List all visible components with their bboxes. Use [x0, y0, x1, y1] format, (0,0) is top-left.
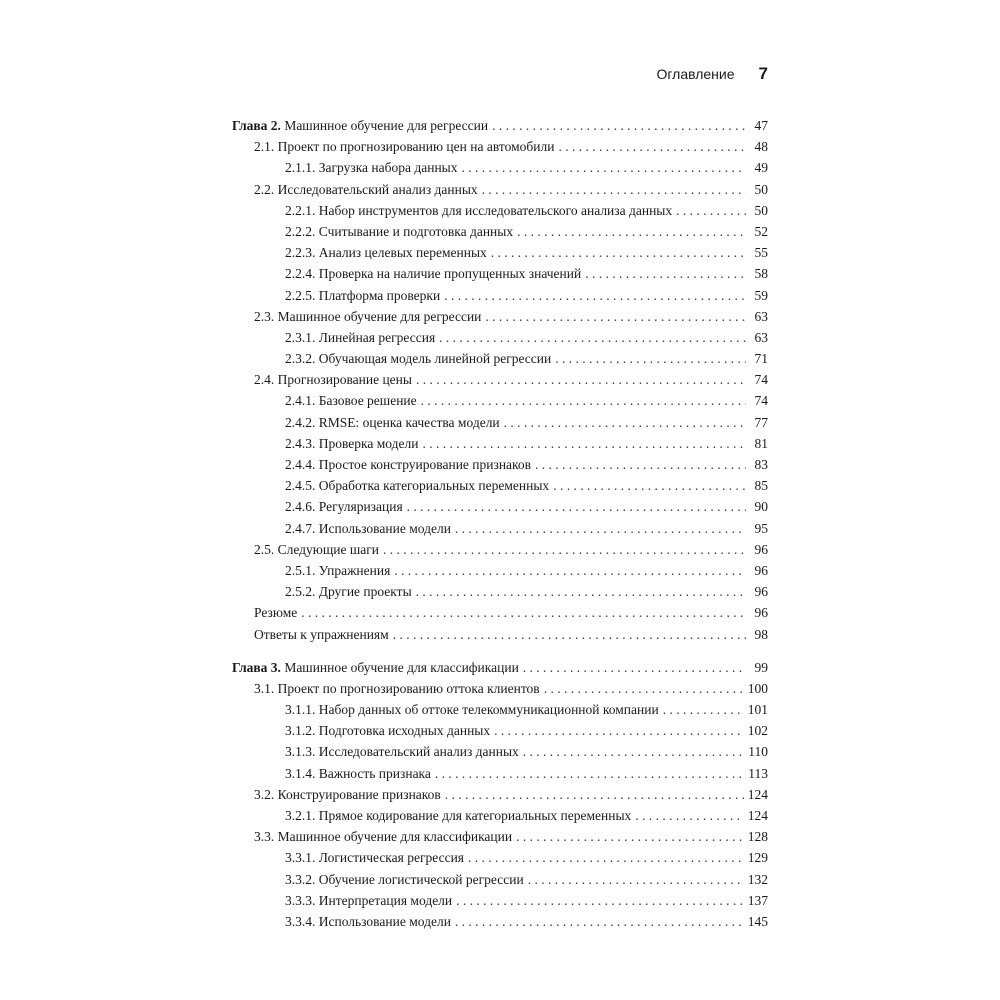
- entry-page: 63: [754, 308, 768, 324]
- entry-title: 2.4.1. Базовое решение: [285, 393, 417, 409]
- entry-title: 3.1.1. Набор данных об оттоке телекоммуникационной компании: [285, 702, 659, 718]
- toc-subsection[interactable]: [232, 763, 768, 784]
- dot-leader: [492, 115, 746, 136]
- page-number: 7: [758, 64, 768, 83]
- toc-subsection[interactable]: [232, 327, 768, 348]
- toc-section[interactable]: [232, 826, 768, 847]
- toc-subsection[interactable]: [232, 560, 768, 581]
- entry-page: 128: [747, 829, 768, 845]
- chapter-title: Машинное обучение для классификации: [284, 659, 519, 675]
- entry-title: 3.1.2. Подготовка исходных данных: [285, 723, 491, 739]
- toc-subsection[interactable]: [232, 412, 768, 433]
- toc-subsection[interactable]: [232, 157, 768, 178]
- dot-leader: [558, 136, 746, 157]
- toc-subsection[interactable]: [232, 741, 768, 762]
- entry-title: 2.2.2. Считывание и подготовка данных: [285, 223, 514, 239]
- toc-subsection[interactable]: [232, 263, 768, 284]
- entry-page: 85: [754, 478, 768, 494]
- dot-leader: [455, 518, 746, 539]
- dot-leader: [421, 390, 746, 411]
- toc-subsection[interactable]: [232, 348, 768, 369]
- entry-title: Резюме: [254, 605, 298, 621]
- chapter-page: 47: [754, 118, 768, 133]
- entry-title: 2.4.6. Регуляризация: [285, 499, 403, 515]
- entry-title: 2.4.4. Простое конструирование признаков: [285, 457, 532, 472]
- entry-title: Ответы к упражнениям: [254, 626, 389, 642]
- chapter-label: [232, 115, 488, 136]
- toc-subsection[interactable]: [232, 433, 768, 454]
- entry-page: 96: [754, 584, 768, 600]
- dot-leader: [456, 890, 744, 911]
- entry-title: 2.2.5. Платформа проверки: [285, 287, 441, 303]
- entry-page: 58: [754, 266, 768, 282]
- toc-subsection[interactable]: [232, 221, 768, 242]
- entry-title: 3.3.1. Логистическая регрессия: [285, 850, 465, 866]
- dot-leader: [383, 539, 746, 560]
- entry-title: 3.3.4. Использование модели: [285, 913, 451, 929]
- table-of-contents: [232, 115, 768, 932]
- toc-section[interactable]: [232, 624, 768, 645]
- dot-leader: [482, 179, 746, 200]
- chapter-prefix: Глава 3.: [232, 659, 281, 675]
- entry-page: 96: [754, 562, 768, 578]
- entry-title: 3.3.3. Интерпретация модели: [285, 892, 453, 908]
- dot-leader: [528, 869, 744, 890]
- dot-leader: [535, 454, 746, 475]
- dot-leader: [516, 826, 744, 847]
- entry-page: 137: [747, 892, 768, 908]
- dot-leader: [523, 741, 744, 762]
- dot-leader: [555, 348, 746, 369]
- entry-title: 2.3. Машинное обучение для регрессии: [254, 308, 482, 324]
- toc-subsection[interactable]: [232, 390, 768, 411]
- chapter-heading[interactable]: [232, 115, 768, 136]
- entry-page: 96: [754, 605, 768, 621]
- toc-subsection[interactable]: [232, 805, 768, 826]
- toc-section[interactable]: [232, 179, 768, 200]
- entry-page: 59: [754, 287, 768, 303]
- dot-leader: [468, 847, 744, 868]
- entry-title: 3.3. Машинное обучение для классификации: [254, 829, 513, 845]
- entry-page: 113: [748, 765, 768, 781]
- dot-leader: [676, 200, 746, 221]
- entry-title: 2.1. Проект по прогнозированию цен на автомобили: [254, 139, 555, 155]
- entry-page: 124: [747, 808, 768, 823]
- entry-page: 132: [747, 871, 768, 887]
- entry-title: 2.5.1. Упражнения: [285, 562, 391, 578]
- dot-leader: [416, 581, 746, 602]
- toc-subsection[interactable]: [232, 200, 768, 221]
- entry-title: 3.2.1. Прямое кодирование для категориальных переменных: [285, 808, 632, 823]
- entry-page: 100: [747, 680, 768, 696]
- entry-page: 52: [754, 223, 768, 239]
- dot-leader: [444, 285, 746, 306]
- dot-leader: [301, 602, 746, 623]
- chapter-prefix: Глава 2.: [232, 118, 281, 133]
- running-header: [232, 64, 768, 86]
- dot-leader: [523, 657, 746, 678]
- dot-leader: [504, 412, 746, 433]
- dot-leader: [393, 624, 746, 645]
- toc-subsection[interactable]: [232, 242, 768, 263]
- entry-page: 50: [754, 181, 768, 197]
- entry-title: 3.1.3. Исследовательский анализ данных: [285, 744, 519, 760]
- entry-title: 3.1.4. Важность признака: [285, 765, 431, 781]
- entry-page: 74: [754, 372, 768, 388]
- chapter-block: [232, 657, 768, 932]
- entry-page: 96: [754, 541, 768, 557]
- dot-leader: [435, 763, 744, 784]
- entry-title: 2.3.2. Обучающая модель линейной регрессии: [285, 351, 552, 367]
- chapter-block: [232, 115, 768, 645]
- dot-leader: [416, 369, 746, 390]
- entry-page: 71: [754, 351, 768, 367]
- toc-subsection[interactable]: [232, 890, 768, 911]
- toc-section[interactable]: [232, 369, 768, 390]
- entry-title: 2.2.3. Анализ целевых переменных: [285, 245, 487, 261]
- entry-title: 2.4.7. Использование модели: [285, 520, 451, 536]
- entry-title: 2.5.2. Другие проекты: [285, 584, 412, 600]
- entry-title: 3.3.2. Обучение логистической регрессии: [285, 871, 524, 887]
- toc-subsection[interactable]: [232, 869, 768, 890]
- entry-title: 2.4. Прогнозирование цены: [254, 372, 412, 388]
- toc-section[interactable]: [232, 539, 768, 560]
- entry-title: 2.5. Следующие шаги: [254, 541, 380, 557]
- toc-subsection[interactable]: [232, 285, 768, 306]
- entry-title: 2.3.1. Линейная регрессия: [285, 329, 436, 345]
- toc-subsection[interactable]: [232, 699, 768, 720]
- toc-section[interactable]: [232, 784, 768, 805]
- dot-leader: [394, 560, 746, 581]
- entry-page: 83: [754, 457, 768, 472]
- toc-subsection[interactable]: [232, 518, 768, 539]
- toc-section[interactable]: [232, 602, 768, 623]
- entry-page: 95: [754, 520, 768, 536]
- entry-title: 2.2. Исследовательский анализ данных: [254, 181, 478, 197]
- entry-page: 101: [747, 702, 768, 718]
- entry-page: 63: [754, 329, 768, 345]
- dot-leader: [491, 242, 746, 263]
- dot-leader: [544, 678, 744, 699]
- entry-page: 129: [747, 850, 768, 866]
- entry-page: 77: [754, 414, 768, 430]
- chapter-label: [232, 657, 519, 678]
- toc-section[interactable]: [232, 678, 768, 699]
- entry-page: 81: [754, 435, 768, 451]
- dot-leader: [494, 720, 744, 741]
- toc-section[interactable]: [232, 136, 768, 157]
- dot-leader: [462, 157, 746, 178]
- entry-page: 48: [754, 139, 768, 155]
- toc-subsection[interactable]: [232, 720, 768, 741]
- entry-title: 2.1.1. Загрузка набора данных: [285, 160, 458, 176]
- dot-leader: [517, 221, 746, 242]
- chapter-title: Машинное обучение для регрессии: [284, 118, 489, 133]
- dot-leader: [585, 263, 746, 284]
- entry-page: 74: [754, 393, 768, 409]
- running-title: Оглавление: [656, 66, 735, 82]
- entry-title: 2.4.3. Проверка модели: [285, 435, 419, 451]
- dot-leader: [455, 911, 744, 932]
- dot-leader: [422, 433, 746, 454]
- entry-page: 98: [754, 626, 768, 642]
- dot-leader: [663, 699, 744, 720]
- toc-subsection[interactable]: [232, 496, 768, 517]
- dot-leader: [553, 475, 746, 496]
- dot-leader: [407, 496, 746, 517]
- toc-subsection[interactable]: [232, 911, 768, 932]
- entry-title: 2.4.2. RMSE: оценка качества модели: [285, 414, 500, 430]
- dot-leader: [439, 327, 746, 348]
- entry-page: 124: [747, 786, 768, 802]
- dot-leader: [635, 805, 743, 826]
- toc-subsection[interactable]: [232, 581, 768, 602]
- entry-title: 2.2.1. Набор инструментов для исследовательского анализа данных: [285, 202, 673, 218]
- entry-title: 3.1. Проект по прогнозированию оттока клиентов: [254, 680, 540, 696]
- entry-page: 110: [748, 744, 768, 760]
- chapter-page: 99: [754, 659, 768, 675]
- entry-page: 102: [747, 723, 768, 739]
- toc-subsection[interactable]: [232, 475, 768, 496]
- dot-leader: [485, 306, 746, 327]
- toc-subsection[interactable]: [232, 847, 768, 868]
- dot-leader: [445, 784, 744, 805]
- toc-subsection[interactable]: [232, 454, 768, 475]
- entry-page: 145: [747, 913, 768, 929]
- entry-title: 2.4.5. Обработка категориальных переменных: [285, 478, 550, 494]
- entry-title: 3.2. Конструирование признаков: [254, 786, 441, 802]
- chapter-heading[interactable]: [232, 657, 768, 678]
- entry-title: 2.2.4. Проверка на наличие пропущенных значений: [285, 266, 582, 282]
- entry-page: 50: [754, 202, 768, 218]
- entry-page: 90: [754, 499, 768, 515]
- toc-section[interactable]: [232, 306, 768, 327]
- entry-page: 55: [754, 245, 768, 261]
- entry-page: 49: [754, 160, 768, 176]
